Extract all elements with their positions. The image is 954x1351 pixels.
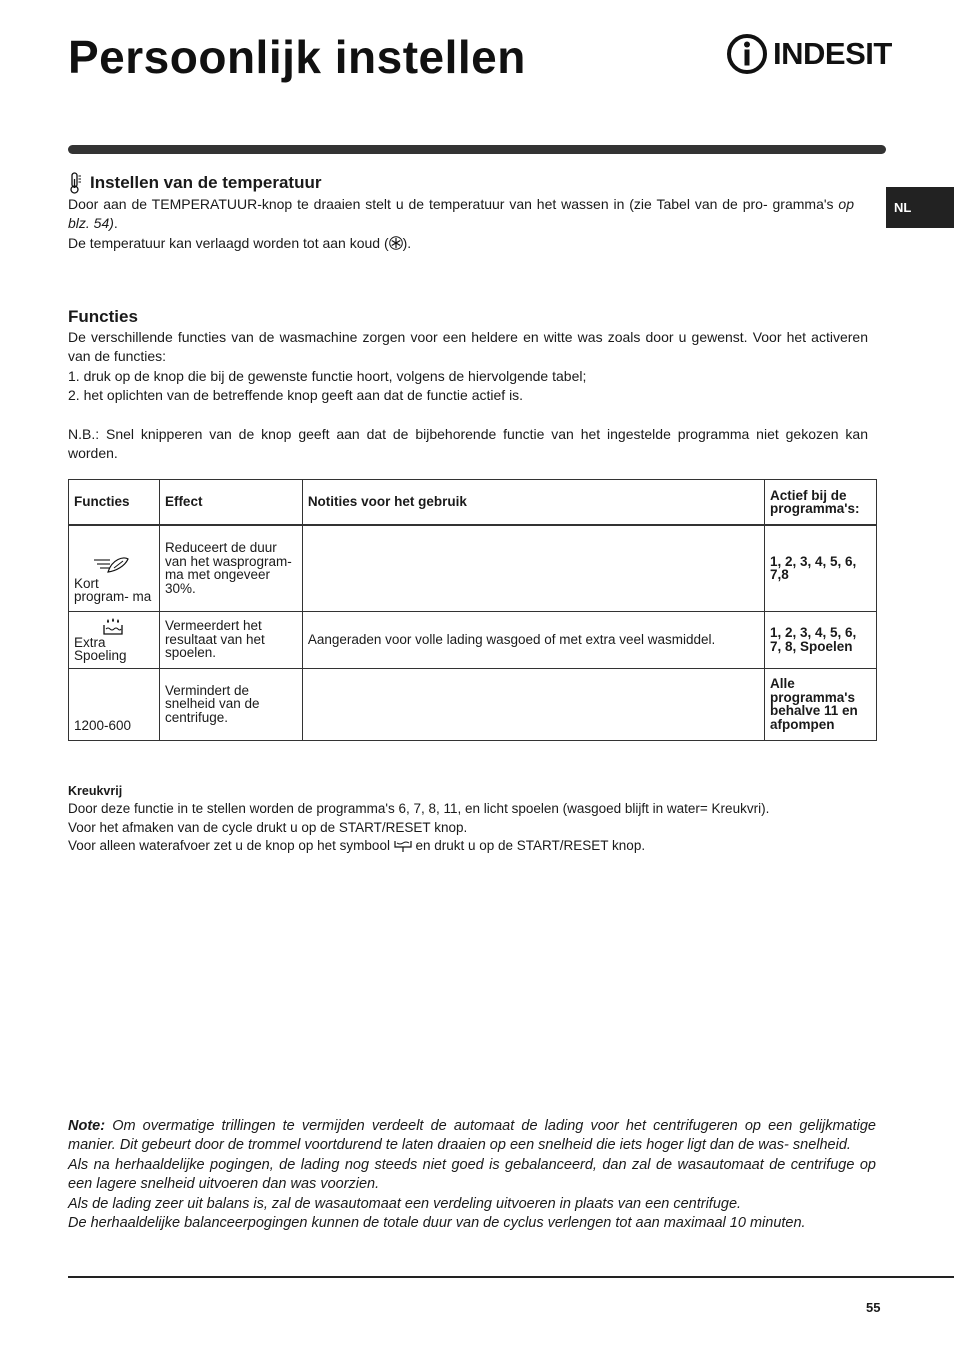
table-header-effect: Effect — [159, 480, 302, 526]
extra-rinse-icon — [102, 617, 124, 636]
table-header-actief: Actief bij de programma's: — [765, 480, 877, 526]
kreukvrij-heading: Kreukvrij — [68, 784, 123, 798]
header-rule — [68, 145, 886, 154]
note-paragraph-1: Note: Om overmatige trillingen te vermijden verdeelt de automaat de lading voor het centrifugeren op een gelijkmatige manier. Dit gebeurt door de trommel voortdurend te laten draaien op een snelheid die iets hoger ligt dan de was- snelheid. — [68, 1118, 876, 1154]
page-number: 55 — [866, 1300, 881, 1315]
kreukvrij-line-1: Door deze functie in te stellen worden de programma's 6, 7, 8, 11, en licht spoelen (wasgoed blijft in water= Kreukvri). — [68, 801, 770, 816]
effect-cell: Reduceert de duur van het wasprogram- ma met ongeveer 30%. — [159, 525, 302, 611]
table-row — [69, 668, 877, 740]
effect-cell: Vermeerdert het resultaat van het spoelen. — [159, 611, 302, 668]
page-reference: op blz. 54) — [68, 196, 854, 232]
temperature-body — [68, 195, 854, 253]
table-row — [69, 611, 877, 668]
temperature-line-1: Door aan de TEMPERATUUR-knop te draaien stelt u de temperatuur van het wassen in (zie Tabel van de pro- gramma's op blz. 54). — [68, 196, 854, 232]
effect-cell: Vermindert de snelheid van de centrifuge. — [159, 668, 302, 740]
table-header-row — [69, 480, 877, 526]
snowflake-icon — [389, 236, 403, 250]
table-row — [69, 525, 877, 611]
note-label: Note: — [68, 1118, 106, 1134]
function-cell — [69, 668, 160, 740]
functies-heading: Functies — [68, 307, 138, 326]
table-header-notities: Notities voor het gebruik — [302, 480, 764, 526]
active-programs-cell: 1, 2, 3, 4, 5, 6, 7,8 — [765, 525, 877, 611]
function-cell — [69, 611, 160, 668]
note-block — [68, 1117, 876, 1233]
function-name: Extra Spoeling — [74, 634, 127, 663]
temperature-line-2: De temperatuur kan verlaagd worden tot aan koud ( ). — [68, 234, 412, 251]
function-cell — [69, 525, 160, 611]
kreukvrij-body — [68, 800, 769, 856]
temperature-heading-text: Instellen van de temperatuur — [90, 173, 322, 192]
note-paragraph-3: Als de lading zeer uit balans is, zal de wasautomaat een verdeling uitvoeren in plaats van een centrifuge. — [68, 1195, 742, 1212]
function-name: 1200-600 — [74, 718, 132, 733]
note-paragraph-2: Als na herhaaldelijke pogingen, de lading nog steeds niet goed is gebalanceerd, dan zal de wasautomaat de centrifuge op een lagere snelheid uitvoeren dan was voorzien. — [68, 1156, 876, 1193]
quick-wash-icon — [92, 555, 130, 575]
footer-rule — [68, 1276, 954, 1278]
functies-intro: De verschillende functies van de wasmachine zorgen voor een heldere en witte was zoals door u gewenst. Voor het activeren van de functies: — [68, 329, 868, 365]
brand-logo — [726, 33, 892, 75]
functies-nb: N.B.: Snel knipperen van de knop geeft aan dat de bijbehorende functie van het ingestelde programma niet gekozen kan worden. — [68, 426, 868, 462]
indesit-i-logo-icon — [726, 33, 768, 75]
thermometer-icon — [68, 172, 82, 194]
brand-wordmark: INDESIT — [773, 36, 892, 71]
functies-step-2: 2. het oplichten van de betreffende knop geeft aan dat de functie actief is. — [68, 387, 524, 404]
kreukvrij-line-2: Voor het afmaken van de cycle drukt u op de START/RESET knop. — [68, 819, 468, 835]
table-header-functies: Functies — [69, 480, 160, 526]
functies-step-1: 1. druk op de knop die bij de gewenste functie hoort, volgens de hiervolgende tabel; — [68, 367, 587, 384]
page-title: Persoonlijk instellen — [68, 31, 526, 83]
function-name: Kort program- ma — [74, 575, 152, 604]
drain-icon — [394, 839, 412, 853]
active-programs-cell: 1, 2, 3, 4, 5, 6, 7, 8, Spoelen — [765, 611, 877, 668]
note-paragraph-4: De herhaaldelijke balanceerpogingen kunnen de totale duur van de cyclus verlengen tot aan maximaal 10 minuten. — [68, 1215, 806, 1232]
notes-cell — [302, 525, 764, 611]
language-tab: NL — [886, 187, 954, 228]
kreukvrij-line-3: Voor alleen waterafvoer zet u de knop op het symbool en drukt u op de START/RESET knop. — [68, 838, 646, 853]
active-programs-cell: Alle programma's behalve 11 en afpompen — [765, 668, 877, 740]
notes-cell: Aangeraden voor volle lading wasgoed of met extra veel wasmiddel. — [302, 611, 764, 668]
functies-body — [68, 328, 868, 464]
functions-table — [68, 479, 877, 741]
notes-cell — [302, 668, 764, 740]
temperature-heading — [68, 172, 321, 194]
